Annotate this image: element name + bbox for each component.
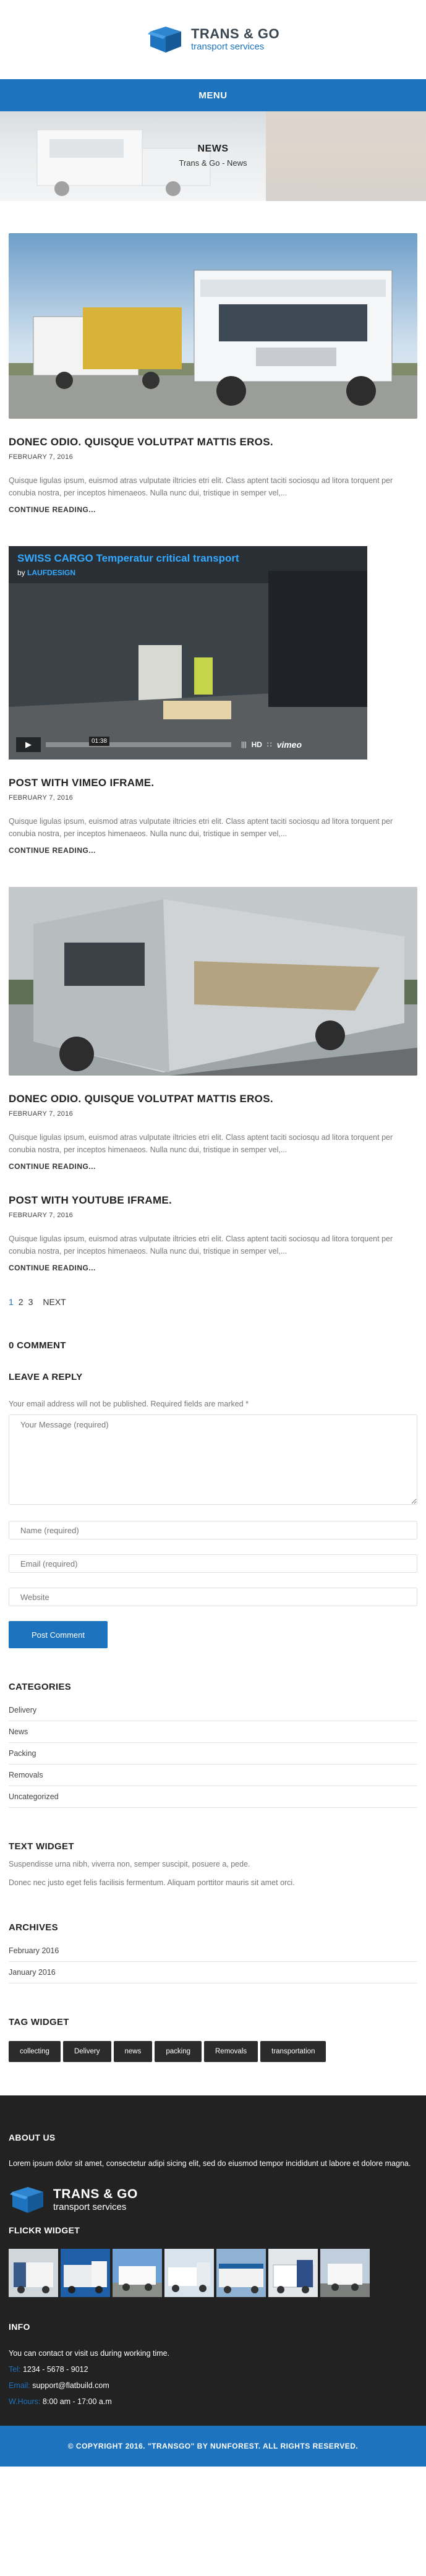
tag-removals[interactable]: Removals bbox=[204, 2041, 258, 2062]
info-tel bbox=[9, 2365, 417, 2374]
email-label: Email: bbox=[9, 2381, 30, 2390]
flickr-thumb[interactable] bbox=[164, 2249, 214, 2297]
box-logo-icon bbox=[9, 2186, 47, 2214]
archive-item[interactable]: February 2016 bbox=[9, 1944, 417, 1962]
leave-reply-heading: LEAVE A REPLY bbox=[9, 1372, 83, 1382]
post-excerpt: Quisque ligulas ipsum, euismod atras vulputate iltricies etri elit. Class aptent taciti sociosqu ad litora torquent per conubia nostra, per inceptos himenaeos. Nulla nunc dui, tristique in semper vel,... bbox=[9, 817, 393, 838]
copyright-bar bbox=[0, 2426, 426, 2467]
post-excerpt: Quisque ligulas ipsum, euismod atras vulputate iltricies etri elit. Class aptent taciti sociosqu ad litora torquent per conubia nostra, per inceptos himenaeos. Nulla nunc dui, tristique in semper vel,... bbox=[9, 1133, 393, 1154]
text-widget-line: Donec nec justo eget felis facilisis fermentum. Aliquam porttitor mauris sit amet orci. bbox=[9, 1878, 295, 1887]
site-footer bbox=[0, 2095, 426, 2467]
tag-collecting[interactable]: collecting bbox=[9, 2041, 61, 2062]
post-comment-button[interactable]: Post Comment bbox=[9, 1621, 108, 1648]
category-item[interactable]: Delivery bbox=[9, 1703, 417, 1721]
video-frame-warehouse bbox=[9, 546, 367, 760]
comment-form bbox=[9, 1414, 417, 1648]
main-content bbox=[0, 233, 426, 2062]
archives-heading: ARCHIVES bbox=[9, 1922, 58, 1933]
breadcrumb: Trans & Go - News bbox=[179, 158, 247, 168]
next-page-link[interactable]: NEXT bbox=[43, 1297, 66, 1307]
comment-count-heading: 0 COMMENT bbox=[9, 1340, 66, 1351]
archives-widget bbox=[9, 1922, 417, 1983]
category-item[interactable]: Removals bbox=[9, 1765, 417, 1786]
about-text: Lorem ipsum dolor sit amet, consectetur adipi sicing elit, sed do eiusmod tempor incididunt ut labore et dolore magna. bbox=[9, 2159, 411, 2168]
post-item bbox=[9, 233, 417, 514]
category-item[interactable]: Packing bbox=[9, 1743, 417, 1765]
website-input[interactable] bbox=[9, 1588, 417, 1606]
tel-label: Tel: bbox=[9, 2365, 21, 2374]
info-heading: INFO bbox=[9, 2322, 30, 2332]
continue-reading-link[interactable]: CONTINUE READING... bbox=[9, 1162, 96, 1171]
post-image-trucks[interactable] bbox=[9, 233, 417, 419]
flickr-thumb[interactable] bbox=[9, 2249, 58, 2297]
continue-reading-link[interactable]: CONTINUE READING... bbox=[9, 505, 96, 514]
hours-value: 8:00 am - 17:00 a.m bbox=[42, 2397, 112, 2406]
flickr-thumb[interactable] bbox=[216, 2249, 266, 2297]
tag-widget-heading: TAG WIDGET bbox=[9, 2017, 69, 2027]
continue-reading-link[interactable]: CONTINUE READING... bbox=[9, 846, 96, 855]
vimeo-logo[interactable]: vimeo bbox=[276, 740, 302, 750]
post-date: FEBRUARY 7, 2016 bbox=[9, 794, 74, 802]
logo-tagline: transport services bbox=[190, 41, 265, 52]
text-widget-line: Suspendisse urna nibh, viverra non, semper suscipit, posuere a, pede. bbox=[9, 1860, 250, 1868]
tag-transportation[interactable]: transportation bbox=[260, 2041, 326, 2062]
hours-label: W.Hours: bbox=[9, 2397, 41, 2406]
tel-value[interactable]: 1234 - 5678 - 9012 bbox=[22, 2365, 88, 2374]
tag-widget bbox=[9, 2017, 417, 2062]
post-item bbox=[9, 546, 417, 855]
email-input[interactable] bbox=[9, 1554, 417, 1573]
name-input[interactable] bbox=[9, 1521, 417, 1539]
tag-news[interactable]: news bbox=[114, 2041, 153, 2062]
page-link-3[interactable]: 3 bbox=[28, 1297, 33, 1307]
email-value[interactable]: support@flatbuild.com bbox=[32, 2381, 109, 2390]
menu-label: MENU bbox=[198, 90, 228, 101]
continue-reading-link[interactable]: CONTINUE READING... bbox=[9, 1264, 96, 1272]
video-byline[interactable]: LAUFDESIGN bbox=[27, 568, 76, 577]
video-headline: SWISS CARGO Temperatur critical transport bbox=[17, 552, 239, 564]
volume-icon[interactable]: ||| bbox=[241, 741, 247, 748]
pagination bbox=[9, 1297, 417, 1307]
footer-logo-tagline: transport services bbox=[53, 2202, 127, 2212]
page-title: NEWS bbox=[197, 143, 229, 154]
about-heading: ABOUT US bbox=[9, 2133, 56, 2142]
comment-notice: Your email address will not be published. Required fields are marked * bbox=[9, 1400, 249, 1408]
post-date: FEBRUARY 7, 2016 bbox=[9, 1212, 74, 1219]
info-hours bbox=[9, 2397, 417, 2406]
menu-toggle[interactable] bbox=[0, 79, 426, 111]
video-progress-bar[interactable] bbox=[46, 738, 231, 747]
post-title[interactable]: POST WITH YOUTUBE IFRAME. bbox=[9, 1194, 173, 1206]
category-item[interactable]: Uncategorized bbox=[9, 1786, 417, 1808]
post-item bbox=[9, 1194, 417, 1272]
text-widget bbox=[9, 1841, 417, 1889]
play-icon[interactable]: ▶ bbox=[16, 737, 41, 752]
flickr-thumb[interactable] bbox=[320, 2249, 370, 2297]
flickr-thumb[interactable] bbox=[113, 2249, 162, 2297]
categories-widget bbox=[9, 1682, 417, 1808]
post-title[interactable]: DONEC ODIO. QUISQUE VOLUTPAT MATTIS EROS. bbox=[9, 1093, 273, 1105]
video-byline-prefix: by bbox=[17, 568, 25, 577]
message-textarea[interactable] bbox=[9, 1414, 417, 1505]
footer-logo[interactable] bbox=[9, 2186, 417, 2214]
vimeo-player[interactable] bbox=[9, 546, 367, 760]
post-title[interactable]: DONEC ODIO. QUISQUE VOLUTPAT MATTIS EROS. bbox=[9, 436, 273, 448]
page-link-1[interactable]: 1 bbox=[9, 1297, 14, 1307]
post-image-future-truck[interactable] bbox=[9, 887, 417, 1076]
tag-packing[interactable]: packing bbox=[155, 2041, 202, 2062]
tag-delivery[interactable]: Delivery bbox=[63, 2041, 111, 2062]
post-date: FEBRUARY 7, 2016 bbox=[9, 1110, 74, 1118]
post-title[interactable]: POST WITH VIMEO IFRAME. bbox=[9, 777, 155, 789]
video-time: 01:38 bbox=[89, 737, 109, 746]
categories-heading: CATEGORIES bbox=[9, 1682, 72, 1692]
logo-brand: TRANS & GO bbox=[190, 26, 280, 41]
post-excerpt: Quisque ligulas ipsum, euismod atras vulputate iltricies etri elit. Class aptent taciti sociosqu ad litora torquent per conubia nostra, per inceptos himenaeos. Nulla nunc dui, tristique in semper vel,... bbox=[9, 476, 393, 497]
site-logo[interactable] bbox=[147, 25, 279, 54]
text-widget-heading: TEXT WIDGET bbox=[9, 1841, 74, 1852]
flickr-thumb[interactable] bbox=[268, 2249, 318, 2297]
flickr-thumb[interactable] bbox=[61, 2249, 110, 2297]
copyright-text: © COPYRIGHT 2016. "TRANSGO" BY NUNFOREST. ALL RIGHTS RESERVED. bbox=[67, 2442, 359, 2450]
post-item bbox=[9, 887, 417, 1171]
hd-toggle[interactable]: HD bbox=[251, 740, 262, 749]
post-date: FEBRUARY 7, 2016 bbox=[9, 453, 74, 461]
category-item[interactable]: News bbox=[9, 1721, 417, 1743]
box-logo-icon bbox=[147, 25, 185, 54]
fullscreen-icon[interactable]: ∷ bbox=[266, 740, 272, 749]
page-link-2[interactable]: 2 bbox=[18, 1297, 23, 1307]
site-header bbox=[0, 0, 426, 79]
flickr-gallery bbox=[9, 2249, 417, 2297]
footer-logo-brand: TRANS & GO bbox=[53, 2187, 138, 2201]
info-email bbox=[9, 2381, 417, 2390]
flickr-heading: FLICKR WIDGET bbox=[9, 2225, 80, 2235]
info-text: You can contact or visit us during working time. bbox=[9, 2349, 170, 2358]
post-excerpt: Quisque ligulas ipsum, euismod atras vulputate iltricies etri elit. Class aptent taciti sociosqu ad litora torquent per conubia nostra, per inceptos himenaeos. Nulla nunc dui, tristique in semper vel,... bbox=[9, 1235, 393, 1256]
page-hero bbox=[0, 111, 426, 201]
archive-item[interactable]: January 2016 bbox=[9, 1962, 417, 1983]
